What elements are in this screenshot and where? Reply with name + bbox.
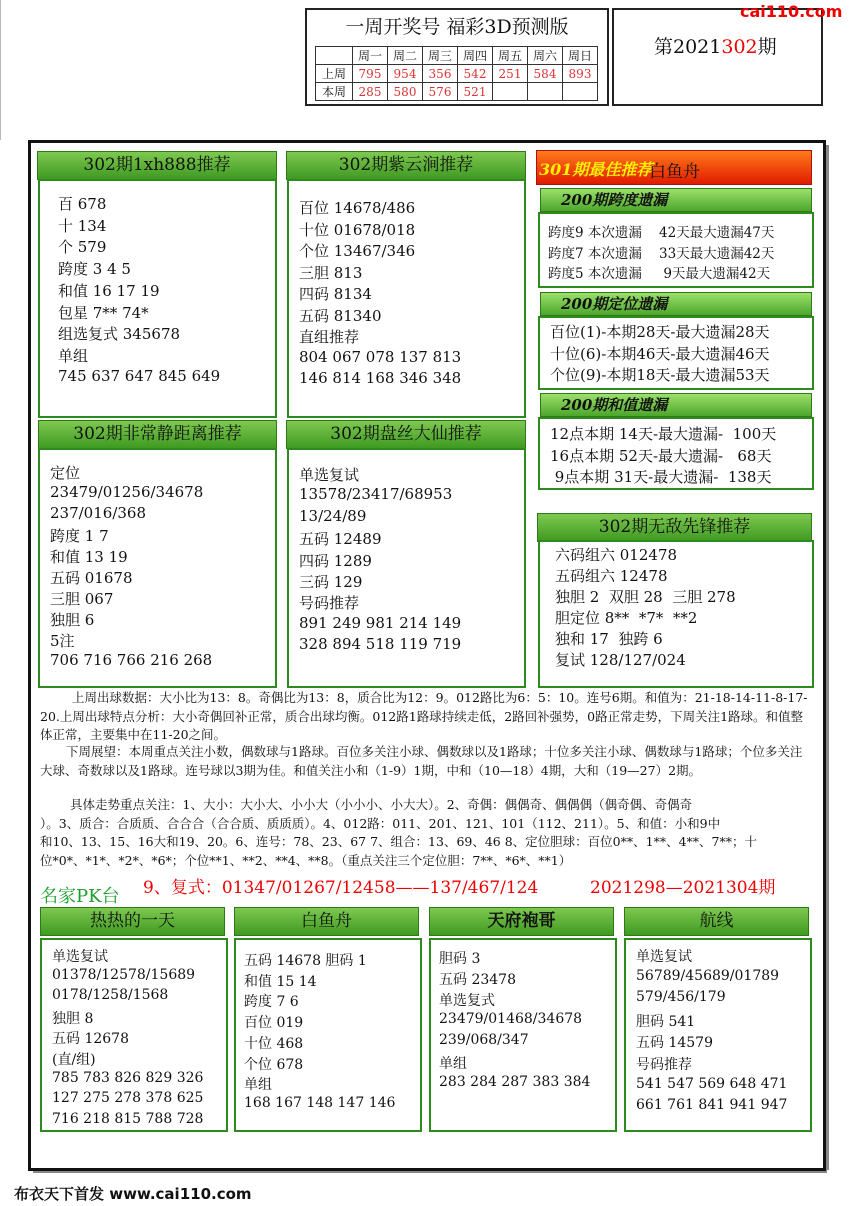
analysis-line: 具体走势重点关注：1、大小：大小大、小小大（小小小、小大大）。2、奇偶：偶偶奇、偶偶偶（偶奇偶、奇偶奇: [70, 797, 693, 812]
draw-value: 584: [528, 65, 563, 83]
row-label: 本周: [316, 83, 353, 101]
content-line: 个位(9)-本期18天-最大遗漏53天: [550, 366, 770, 384]
content-line: 五码 23478: [439, 972, 516, 988]
content-line: 745 637 647 845 649: [58, 366, 221, 385]
content-line: 个位 678: [244, 1056, 304, 1073]
draw-value: 954: [388, 65, 423, 83]
draw-value: 542: [458, 65, 493, 83]
pk2-title: 白鱼舟: [234, 907, 419, 936]
content-line: 01378/12578/15689: [52, 966, 196, 983]
content-line: 五码 12678: [52, 1031, 129, 1048]
box3-title: 302期非常静距离推荐: [38, 420, 277, 449]
day-header: 周六: [528, 47, 563, 65]
draw-value: 576: [423, 83, 458, 101]
draw-value: 251: [493, 65, 528, 83]
period-title: 第2021302期: [654, 36, 777, 58]
content-line: 五码 14678 胆码 1: [244, 953, 367, 969]
multi-pick-line: 9、复式：01347/01267/12458——137/467/124: [143, 878, 539, 898]
content-line: 十位(6)-本期46天-最大遗漏46天: [550, 344, 770, 363]
content-line: 跨度 7 6: [244, 994, 299, 1011]
content-line: 独和 17 独跨 6: [555, 630, 663, 648]
content-line: 胆码 541: [636, 1013, 696, 1030]
content-line: 283 284 287 383 384: [439, 1074, 591, 1090]
content-line: 跨度9 本次遗漏 42天最大遗漏47天: [548, 225, 775, 241]
pk4-title: 航线: [624, 907, 809, 936]
content-line: 单选复试: [52, 949, 108, 965]
draw-value: [528, 83, 563, 101]
box5-content: [538, 540, 814, 688]
day-header: 周日: [563, 47, 598, 65]
content-line: 541 547 569 648 471: [636, 1075, 788, 1092]
content-line: 包星 7** 74*: [58, 303, 149, 322]
content-line: 5注: [50, 632, 75, 650]
content-line: 十位 468: [244, 1035, 304, 1052]
draw-value: 580: [388, 83, 423, 101]
draw-value: [563, 83, 598, 101]
content-line: 0178/1258/1568: [52, 987, 169, 1004]
analysis-line: 和10、13、15、16大和19、20。6、连号：78、23、67 7、组合：13、69、46 8、定位胆球：百位0**、1**、4**、7**；十: [40, 834, 757, 849]
content-line: 328 894 518 119 719: [299, 635, 462, 654]
box2-content: [287, 179, 526, 418]
box2-title: 302期紫云涧推荐: [286, 151, 526, 180]
pk-slogan: 名家PK台: [40, 886, 120, 907]
content-line: 五码 01678: [50, 569, 133, 587]
draw-value: 521: [458, 83, 493, 101]
pk4-content: [624, 938, 812, 1132]
day-header: 周五: [493, 47, 528, 65]
analysis-paragraph-3: [40, 796, 810, 870]
content-line: 百位 019: [244, 1015, 304, 1032]
content-line: 号码推荐: [299, 594, 360, 613]
content-line: 独胆 6: [50, 611, 95, 629]
content-line: 十位 01678/018: [299, 220, 416, 239]
content-line: 716 218 815 788 728: [52, 1110, 204, 1127]
content-line: 跨度7 本次遗漏 33天最大遗漏42天: [548, 245, 775, 262]
box1-title: 302期1xh888推荐: [37, 151, 277, 180]
site-logo[interactable]: cai110.com: [740, 2, 843, 21]
content-line: 独胆 2 双胆 28 三胆 278: [555, 588, 736, 606]
pk3-content: [429, 938, 617, 1132]
period-range: 2021298—2021304期: [590, 878, 776, 898]
span-miss-title: 200期跨度遗漏: [540, 188, 812, 212]
draw-value: 795: [353, 65, 388, 83]
best-recommend-label: 301期最佳推荐: [539, 160, 653, 179]
content-line: 12点本期 14天-最大遗漏- 100天: [550, 425, 777, 443]
content-line: 单组: [439, 1056, 467, 1072]
content-line: 785 783 826 829 326: [52, 1069, 204, 1086]
draw-value: 893: [563, 65, 598, 83]
content-line: 三胆 813: [299, 263, 363, 282]
content-line: 706 716 766 216 268: [50, 651, 213, 669]
content-line: 661 761 841 941 947: [636, 1097, 788, 1114]
content-line: 组选复式 345678: [58, 325, 181, 344]
draw-value: 285: [353, 83, 388, 101]
content-line: 三胆 067: [50, 590, 114, 608]
content-line: (直/组): [52, 1052, 96, 1068]
content-line: 五码 81340: [299, 306, 382, 325]
content-line: 127 275 278 378 625: [52, 1090, 204, 1107]
box1-content: [38, 179, 277, 418]
left-guide-line: [0, 0, 1, 140]
content-line: 和值 15 14: [244, 973, 317, 990]
analysis-paragraph-1: 上周出球数据：大小比为13：8。奇偶比为13：8，质合比为12：9。012路比为6：5：10。连号6期。和值为：21-18-14-11-8-17-20.上周出球特点分析：大小奇偶回补正常，质合出球均衡。012路1路球持续走低，2路回补强势，0路正常走势，下周关注1路球。和值整体正常，主要集中在11-20之间。: [40, 690, 808, 742]
content-line: 五码组六 12478: [555, 567, 668, 585]
footer-credit: 布衣天下首发 www.cai110.com: [14, 1185, 252, 1203]
content-line: 579/456/179: [636, 989, 726, 1006]
sum-miss-title: 200期和值遗漏: [540, 393, 812, 417]
content-line: 23479/01256/34678: [50, 483, 204, 501]
period-number: 302: [721, 36, 758, 58]
content-line: 号码推荐: [636, 1057, 692, 1073]
content-line: 和值 16 17 19: [58, 281, 160, 300]
content-line: 804 067 078 137 813: [299, 347, 462, 366]
table-title: 一周开奖号 福彩3D预测版: [345, 16, 569, 38]
content-line: 891 249 981 214 149: [299, 613, 462, 632]
content-line: 单组: [244, 1077, 272, 1094]
content-line: 个 579: [58, 238, 107, 257]
period-box: [612, 8, 823, 106]
day-header: 周一: [353, 47, 388, 65]
pos-miss-title: 200期定位遗漏: [540, 292, 812, 316]
pk1-title: 热热的一天: [40, 907, 225, 936]
best-recommend-header: [536, 150, 812, 185]
content-line: 十 134: [58, 216, 107, 235]
content-line: 56789/45689/01789: [636, 967, 780, 984]
box5-title: 302期无敌先锋推荐: [537, 513, 812, 542]
content-line: 和值 13 19: [50, 548, 128, 566]
day-header: 周三: [423, 47, 458, 65]
row-label: 上周: [316, 65, 353, 83]
content-line: 五码 12489: [299, 530, 382, 549]
content-line: 三码 129: [299, 573, 363, 591]
draw-grid: [315, 46, 598, 101]
content-line: 跨度 3 4 5: [58, 260, 131, 279]
box4-title: 302期盘丝大仙推荐: [286, 420, 526, 449]
content-line: 百位(1)-本期28天-最大遗漏28天: [550, 323, 770, 341]
content-line: 146 814 168 346 348: [299, 369, 462, 387]
analysis-line: ）。3、质合：合质质、合合合（合合质、质质质）。4、012路：011、201、121、101（112、211）。5、和值：小和9中: [40, 815, 721, 831]
pos-miss-content: [538, 316, 814, 390]
analysis-paragraph-2: 下周展望：本周重点关注小数，偶数球与1路球。百位多关注小球、偶数球以及1路球；十位多关注小球、偶数球与1路球；个位多关注大球、奇数球以及1路球。连号球以3期为佳。和值关注小和（1-9）1期，中和（10—18）4期，大和（19—27）2期。: [40, 744, 803, 778]
pk1-content: [40, 938, 228, 1132]
content-line: 单选复式: [439, 993, 495, 1009]
content-line: 百 678: [58, 195, 107, 213]
content-line: 单组: [58, 346, 89, 365]
day-header: 周四: [458, 47, 493, 65]
content-line: 百位 14678/486: [299, 199, 416, 217]
box4-content: [287, 448, 526, 688]
weekly-draw-table: [305, 8, 609, 106]
content-line: 168 167 148 147 146: [244, 1094, 396, 1111]
content-line: 9点本期 31天-最大遗漏- 138天: [550, 468, 772, 486]
sum-miss-content: [538, 417, 814, 490]
content-line: 四码 1289: [299, 551, 372, 570]
day-header: 周二: [388, 47, 423, 65]
content-line: 个位 13467/346: [299, 242, 416, 260]
pk2-content: [234, 938, 422, 1132]
content-line: 237/016/368: [50, 504, 146, 522]
pk3-title: 天府袍哥: [429, 907, 614, 936]
box3-content: [38, 448, 277, 688]
content-line: 直组推荐: [299, 328, 360, 346]
content-line: 16点本期 52天-最大遗漏- 68天: [550, 446, 772, 465]
content-line: 胆码 3: [439, 951, 481, 967]
content-line: 13/24/89: [299, 506, 367, 525]
best-recommend-author: 白鱼舟: [649, 162, 700, 182]
draw-value: [493, 83, 528, 101]
content-line: 13578/23417/68953: [299, 485, 453, 504]
content-line: 239/068/347: [439, 1032, 529, 1048]
analysis-line: 位*0*、*1*、*2*、*6*；个位**1、**2、**4、**8。（重点关注三个定位胆：7**、*6*、**1）: [40, 852, 572, 868]
content-line: 独胆 8: [52, 1010, 94, 1027]
draw-value: 356: [423, 65, 458, 83]
content-line: 五码 14579: [636, 1035, 713, 1052]
span-miss-content: [538, 212, 814, 288]
content-line: 23479/01468/34678: [439, 1011, 583, 1027]
content-line: 单选复试: [299, 466, 360, 484]
content-line: 胆定位 8** *7* **2: [555, 609, 698, 627]
content-line: 定位: [50, 464, 81, 482]
content-line: 复试 128/127/024: [555, 651, 686, 669]
content-line: 跨度 1 7: [50, 527, 109, 545]
content-line: 六码组六 012478: [555, 546, 678, 564]
content-line: 四码 8134: [299, 285, 372, 303]
content-line: 单选复试: [636, 949, 692, 965]
content-line: 跨度5 本次遗漏 9天最大遗漏42天: [548, 266, 771, 282]
